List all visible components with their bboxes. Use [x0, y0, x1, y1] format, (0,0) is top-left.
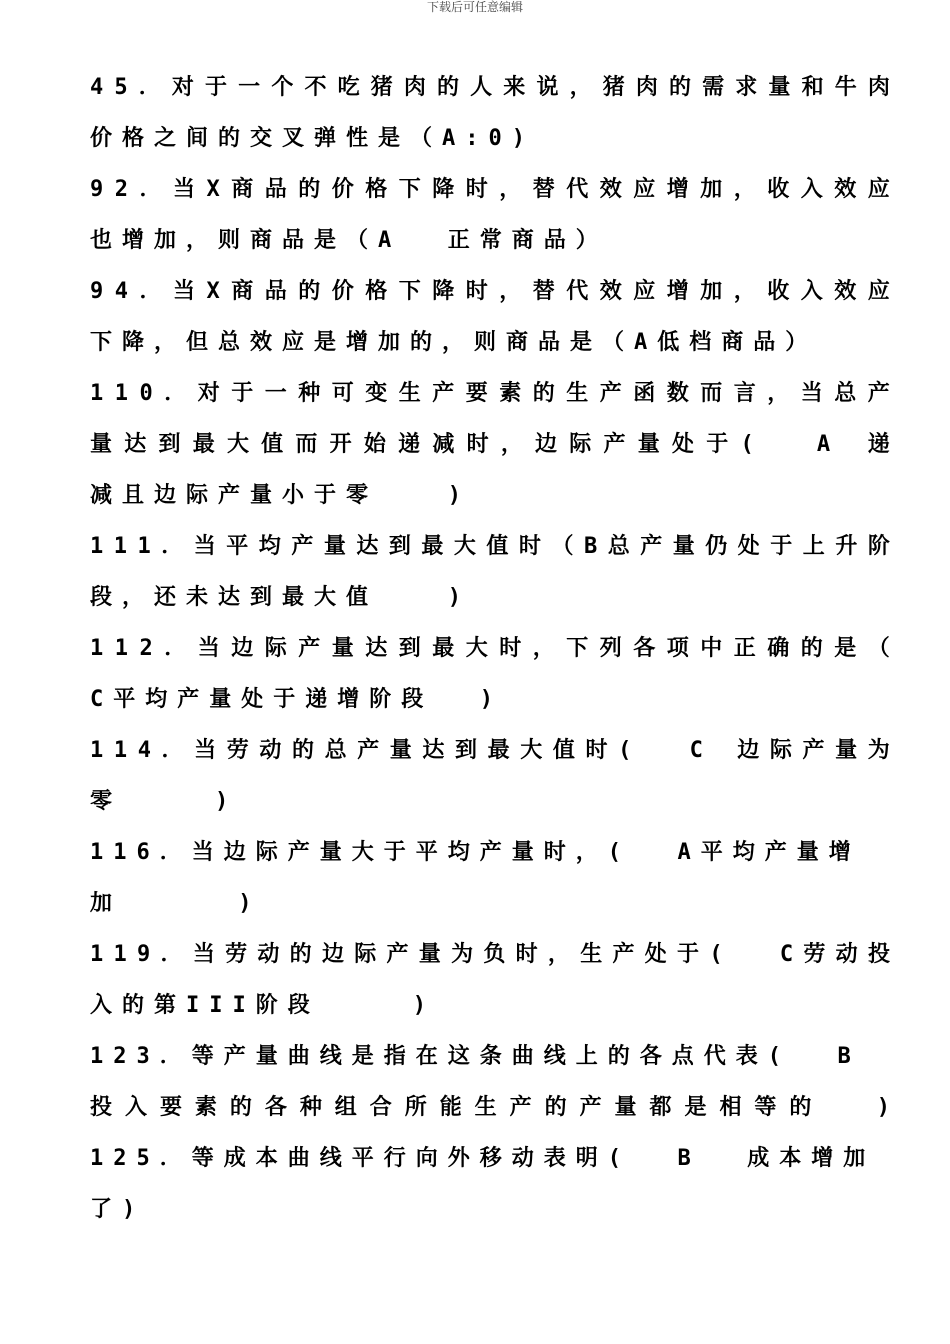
question-item — [90, 725, 890, 827]
question-item — [90, 368, 890, 521]
question-line: 了) — [90, 1197, 146, 1222]
question-line: 123．等产量曲线是指在这条曲线上的各点代表( B — [90, 1044, 861, 1069]
question-item — [90, 62, 890, 164]
question-item — [90, 521, 890, 623]
question-line: C平均产量处于递增阶段 ) — [90, 687, 503, 712]
question-line: 125．等成本曲线平行向外移动表明( B 成本增加 — [90, 1146, 876, 1171]
question-line: 也增加，则商品是（A 正常商品） — [90, 228, 608, 253]
question-line: 段，还未达到最大值 ) — [90, 585, 471, 610]
question-line: 1 1 9 ． 当 劳 动 的 边 际 产 量 为 负 时 ， 生 产 处 于 ( C 劳 动 投 — [90, 942, 890, 967]
question-line: 加 ) — [90, 891, 262, 916]
question-line: 1 1 4 ． 当 劳 动 的 总 产 量 达 到 最 大 值 时 ( C 边 际 产 量 为 — [90, 738, 890, 763]
question-item — [90, 827, 890, 929]
question-line: 零 ) — [90, 789, 239, 814]
question-line: 入的第III阶段 ) — [90, 993, 436, 1018]
question-item — [90, 1133, 890, 1235]
question-line: 减且边际产量小于零 ) — [90, 483, 471, 508]
question-line: 4 5 ． 对 于 一 个 不 吃 猪 肉 的 人 来 说 ， 猪 肉 的 需 求 量 和 牛 肉 — [90, 75, 890, 100]
question-line: 9 4 ． 当 X 商 品 的 价 格 下 降 时 ， 替 代 效 应 增 加 ， 收 入 效 应 — [90, 279, 890, 304]
question-item — [90, 164, 890, 266]
question-item — [90, 929, 890, 1031]
question-line: 价格之间的交叉弹性是（A:0) — [90, 126, 535, 151]
question-item — [90, 623, 890, 725]
question-line: 9 2 ． 当 X 商 品 的 价 格 下 降 时 ， 替 代 效 应 增 加 ， 收 入 效 应 — [90, 177, 890, 202]
question-line: 1 1 2 ． 当 边 际 产 量 达 到 最 大 时 ， 下 列 各 项 中 正 确 的 是 （ — [90, 636, 890, 661]
question-item — [90, 266, 890, 368]
question-line: 1 1 0 ． 对 于 一 种 可 变 生 产 要 素 的 生 产 函 数 而 言 ， 当 总 产 — [90, 381, 890, 406]
question-line: 1 1 1 ． 当 平 均 产 量 达 到 最 大 值 时 （ B 总 产 量 仍 处 于 上 升 阶 — [90, 534, 890, 559]
question-line: 下降，但总效应是增加的，则商品是（A低档商品） — [90, 330, 818, 355]
question-line: 量 达 到 最 大 值 而 开 始 递 减 时 ， 边 际 产 量 处 于 ( A 递 — [90, 432, 890, 457]
question-line: 投 入 要 素 的 各 种 组 合 所 能 生 产 的 产 量 都 是 相 等 的 ) — [90, 1095, 890, 1120]
question-item — [90, 1031, 890, 1133]
question-line: 116．当边际产量大于平均产量时，( A平均产量增 — [90, 840, 861, 865]
question-list — [90, 62, 890, 1235]
page-header: 下载后可任意编辑 — [426, 0, 523, 14]
